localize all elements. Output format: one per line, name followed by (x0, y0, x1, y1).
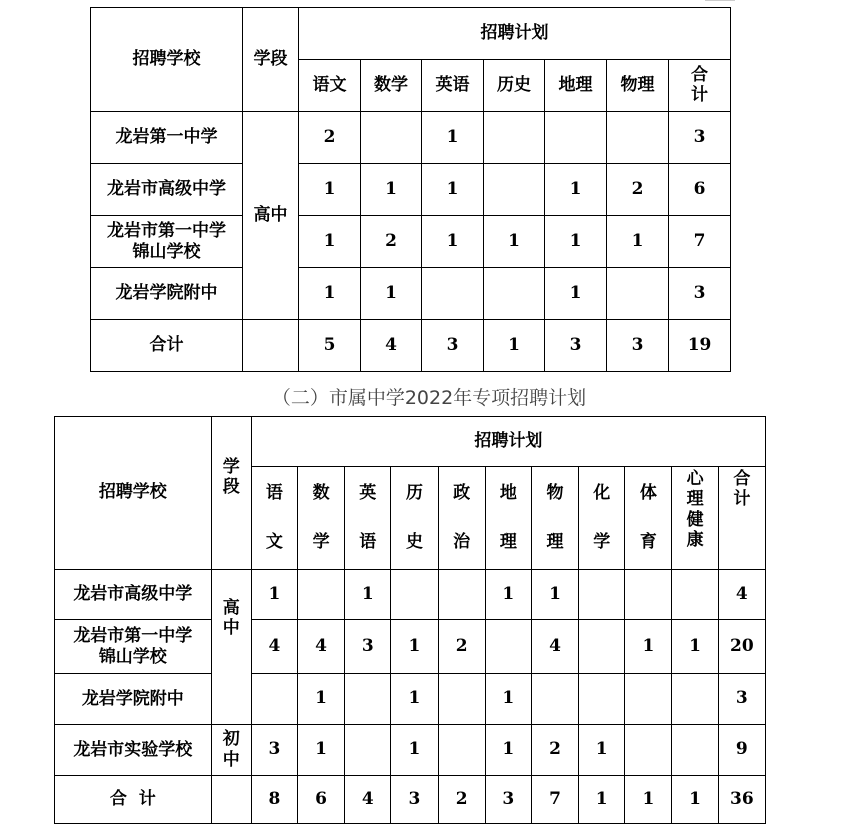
count-cell: 1 (484, 216, 545, 268)
count-cell: 1 (297, 674, 344, 725)
count-cell: 3 (669, 268, 731, 320)
school-name: 龙岩市高级中学 (55, 570, 212, 620)
total-cell: 19 (669, 320, 731, 372)
count-cell: 1 (299, 216, 361, 268)
total-cell: 3 (391, 776, 438, 824)
school-name: 龙岩市高级中学 (91, 164, 243, 216)
school-name: 龙岩第一中学 (91, 112, 243, 164)
count-cell: 3 (251, 725, 297, 776)
count-cell: 3 (718, 674, 765, 725)
count-cell: 2 (438, 620, 485, 674)
count-cell (361, 112, 422, 164)
count-cell (672, 674, 718, 725)
stage-cell-high: 高中 (211, 570, 251, 725)
count-cell: 1 (297, 725, 344, 776)
count-cell (438, 674, 485, 725)
subject-header: 化学 (579, 467, 625, 570)
count-cell (579, 674, 625, 725)
count-cell (391, 570, 438, 620)
count-cell: 4 (531, 620, 578, 674)
header-stage: 学段 (243, 8, 299, 112)
count-cell (251, 674, 297, 725)
count-cell: 1 (391, 620, 438, 674)
total-cell: 3 (607, 320, 669, 372)
subject-header: 合计 (718, 467, 765, 570)
count-cell (625, 570, 672, 620)
count-cell (345, 674, 391, 725)
subject-header: 历史 (391, 467, 438, 570)
recruitment-table-2 (54, 416, 766, 824)
total-label: 合 计 (55, 776, 212, 824)
count-cell (579, 620, 625, 674)
total-cell: 3 (485, 776, 531, 824)
total-cell: 3 (422, 320, 484, 372)
subject-header: 物理 (607, 60, 669, 112)
count-cell: 4 (251, 620, 297, 674)
total-cell: 7 (531, 776, 578, 824)
count-cell: 1 (485, 725, 531, 776)
count-cell (607, 112, 669, 164)
count-cell (579, 570, 625, 620)
subject-header: 英语 (422, 60, 484, 112)
count-cell: 2 (531, 725, 578, 776)
school-name: 龙岩学院附中 (91, 268, 243, 320)
count-cell (438, 570, 485, 620)
total-stage-empty (211, 776, 251, 824)
count-cell: 2 (607, 164, 669, 216)
count-cell: 4 (718, 570, 765, 620)
count-cell (484, 112, 545, 164)
stage-cell-middle: 初中 (211, 725, 251, 776)
total-cell: 1 (672, 776, 718, 824)
school-name: 龙岩市第一中学锦山学校 (91, 216, 243, 268)
count-cell: 3 (669, 112, 731, 164)
count-cell (438, 725, 485, 776)
school-name: 龙岩学院附中 (55, 674, 212, 725)
total-cell: 1 (625, 776, 672, 824)
subject-header: 英语 (345, 467, 391, 570)
count-cell: 1 (607, 216, 669, 268)
school-name: 龙岩市实验学校 (55, 725, 212, 776)
decorative-line (705, 0, 735, 4)
count-cell (607, 268, 669, 320)
header-stage: 学段 (211, 417, 251, 570)
subject-header: 心理健康 (672, 467, 718, 570)
count-cell (422, 268, 484, 320)
total-cell: 5 (299, 320, 361, 372)
count-cell (625, 725, 672, 776)
count-cell: 9 (718, 725, 765, 776)
count-cell (484, 164, 545, 216)
subject-header: 历史 (484, 60, 545, 112)
total-label: 合计 (91, 320, 243, 372)
count-cell (345, 725, 391, 776)
header-school: 招聘学校 (55, 417, 212, 570)
total-cell: 4 (361, 320, 422, 372)
count-cell (672, 725, 718, 776)
subject-header: 数学 (361, 60, 422, 112)
count-cell: 1 (545, 268, 607, 320)
count-cell: 1 (625, 620, 672, 674)
count-cell: 1 (391, 674, 438, 725)
count-cell (545, 112, 607, 164)
count-cell (625, 674, 672, 725)
total-cell: 1 (484, 320, 545, 372)
header-school: 招聘学校 (91, 8, 243, 112)
subject-header: 体育 (625, 467, 672, 570)
subject-header: 物理 (531, 467, 578, 570)
count-cell (484, 268, 545, 320)
count-cell: 1 (485, 674, 531, 725)
total-cell: 1 (579, 776, 625, 824)
count-cell: 20 (718, 620, 765, 674)
count-cell: 1 (345, 570, 391, 620)
count-cell: 1 (422, 112, 484, 164)
count-cell: 1 (485, 570, 531, 620)
count-cell: 2 (299, 112, 361, 164)
subject-header: 政治 (438, 467, 485, 570)
count-cell: 1 (545, 164, 607, 216)
header-plan: 招聘计划 (251, 417, 765, 467)
count-cell: 4 (297, 620, 344, 674)
total-cell: 4 (345, 776, 391, 824)
total-cell: 36 (718, 776, 765, 824)
count-cell: 1 (422, 216, 484, 268)
count-cell: 2 (361, 216, 422, 268)
count-cell: 1 (361, 164, 422, 216)
subject-header: 语文 (299, 60, 361, 112)
school-name: 龙岩市第一中学锦山学校 (55, 620, 212, 674)
count-cell: 1 (531, 570, 578, 620)
subject-header: 合计 (669, 60, 731, 112)
count-cell: 1 (545, 216, 607, 268)
subject-header: 语文 (251, 467, 297, 570)
count-cell: 3 (345, 620, 391, 674)
total-stage-empty (243, 320, 299, 372)
subject-header: 数学 (297, 467, 344, 570)
recruitment-table-1 (90, 7, 731, 372)
count-cell (672, 570, 718, 620)
total-cell: 6 (297, 776, 344, 824)
header-plan: 招聘计划 (299, 8, 731, 60)
total-cell: 2 (438, 776, 485, 824)
count-cell (297, 570, 344, 620)
count-cell (531, 674, 578, 725)
subject-header: 地理 (485, 467, 531, 570)
count-cell (485, 620, 531, 674)
stage-cell: 高中 (243, 112, 299, 320)
count-cell: 1 (299, 164, 361, 216)
count-cell: 1 (422, 164, 484, 216)
count-cell: 7 (669, 216, 731, 268)
subject-header: 地理 (545, 60, 607, 112)
count-cell: 1 (299, 268, 361, 320)
count-cell: 1 (251, 570, 297, 620)
count-cell: 1 (361, 268, 422, 320)
count-cell: 1 (672, 620, 718, 674)
section-caption: （二）市属中学2022年专项招聘计划 (271, 387, 587, 409)
count-cell: 1 (391, 725, 438, 776)
total-cell: 3 (545, 320, 607, 372)
count-cell: 1 (579, 725, 625, 776)
count-cell: 6 (669, 164, 731, 216)
total-cell: 8 (251, 776, 297, 824)
